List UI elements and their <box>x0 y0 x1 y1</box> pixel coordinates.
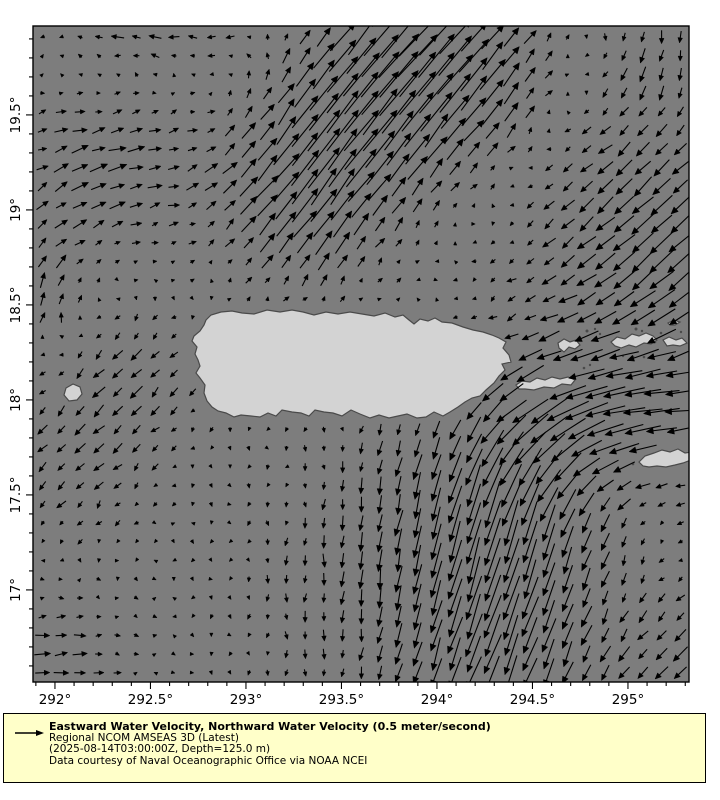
x-tick-label: 294.5° <box>509 692 556 708</box>
cay-dot <box>641 330 643 332</box>
cay-dot <box>643 356 646 359</box>
velocity-arrow-head <box>446 19 453 26</box>
cay-dot <box>589 364 591 366</box>
x-tick-label: 292° <box>38 692 72 708</box>
legend-dataset: Regional NCOM AMSEAS 3D (Latest) <box>49 731 239 744</box>
velocity-arrow-head <box>429 18 436 25</box>
x-tick-label: 293.5° <box>318 692 365 708</box>
x-tick-label: 292.5° <box>127 692 174 708</box>
legend-courtesy: Data courtesy of Naval Oceanographic Office via NOAA NCEI <box>49 754 368 767</box>
y-tick-label: 18.5° <box>8 286 24 324</box>
velocity-arrow-head <box>389 18 396 25</box>
cay-dot <box>635 328 638 331</box>
x-tick-label: 295° <box>611 692 645 708</box>
map-plot-area <box>33 16 697 690</box>
legend-title: Eastward Water Velocity, Northward Water Velocity (0.5 meter/second) <box>49 720 491 733</box>
cay-dot <box>660 332 663 335</box>
legend-box <box>3 713 706 783</box>
velocity-arrow-head <box>409 16 416 23</box>
y-tick-label: 17.5° <box>8 476 24 514</box>
cay-dot <box>680 331 682 333</box>
cay-dot <box>583 367 586 370</box>
reference-arrow-icon <box>11 726 51 740</box>
velocity-arrow-shaft <box>380 569 381 586</box>
y-tick-label: 19° <box>8 197 24 222</box>
y-tick-label: 18° <box>8 387 24 412</box>
cay-dot <box>594 328 596 330</box>
cay-dot <box>599 333 601 335</box>
velocity-arrow-head <box>486 682 492 690</box>
x-tick-label: 294° <box>420 692 454 708</box>
legend-text <box>49 721 491 767</box>
y-tick-label: 19.5° <box>8 96 24 134</box>
x-tick-label: 293° <box>229 692 263 708</box>
velocity-arrow-head <box>505 683 511 691</box>
cay-dot <box>586 330 589 333</box>
legend-timestamp-depth: (2025-08-14T03:00:00Z, Depth=125.0 m) <box>49 743 271 755</box>
y-tick-label: 17° <box>8 577 24 602</box>
